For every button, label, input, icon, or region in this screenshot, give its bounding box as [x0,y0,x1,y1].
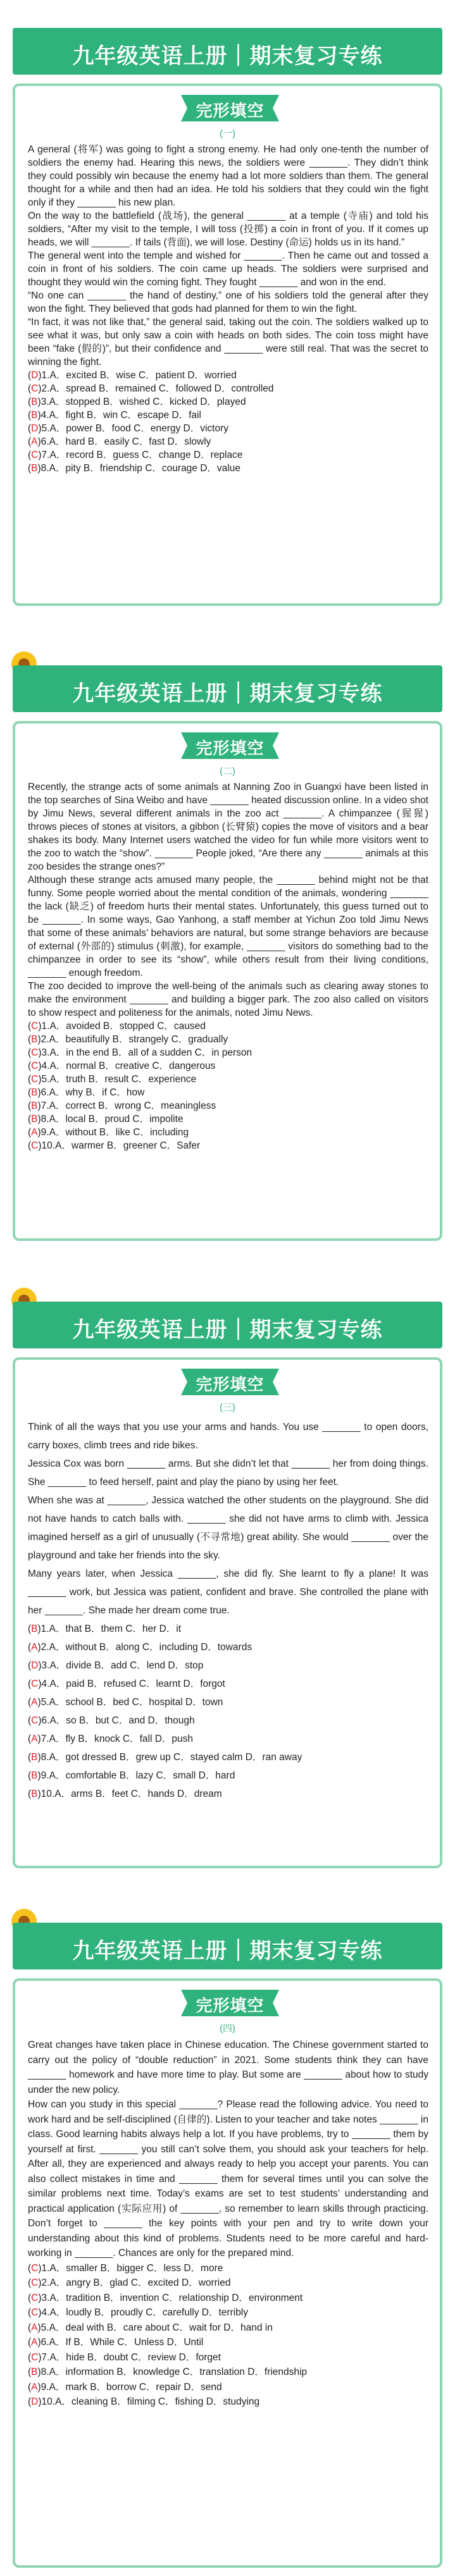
ribbon-label: 完形填空 [196,102,265,121]
question-options: )4.A．normal B．creative C．dangerous [38,1061,216,1071]
question-item: (C)7.A．record B．guess C．change D．replace [28,450,243,460]
question-options: )3.A．divide B．add C．lend D．stop [38,1660,204,1671]
question-item: (A)2.A．without B．along C．including D．towards [28,1642,252,1653]
banner-title: 九年级英语上册｜期末复习专练 [72,44,383,69]
answer-letter: C [31,1715,39,1726]
question-item: (C)4.A．loudly B．proudly C．carefully D．terribly [28,2307,249,2318]
question-item: (B)7.A．correct B．wrong C．meaningless [28,1100,216,1111]
question-item: (C)3.A．in the end B．all of a sudden C．in person [28,1047,252,1058]
answer-letter: B [31,1789,38,1799]
question-item: (A)9.A．without B．like C．including [28,1127,189,1138]
question-options: )1.A．excited B．wise C．patient D．worried [38,370,237,381]
section-banner [13,28,442,75]
answer-letter: C [31,1074,39,1085]
answer-letter: C [31,2351,39,2363]
question-options: )2.A．without B．along C．including D．towards [37,1642,252,1653]
answer-letter: A [31,1734,38,1744]
question-item: (B)6.A．why B．if C．how [28,1087,145,1098]
question-item: (D)10.A．cleaning B．filming C．fishing D．studying [28,2396,260,2407]
question-options: )8.A．got dressed B．grew up C．stayed calm D．ran away [37,1752,302,1763]
section-card [13,1357,442,1868]
question-options: )6.A．If B．While C．Unless D．Until [37,2337,204,2348]
paragraph: How can you study in this special _______? Please read the following advice. You need to work hard and be self-disciplined (自律的). Listen to your teacher and take notes _______ in class. Good learning habits always help a lot. If you have problems, try to _______ them by yourself at first. _______ you still can’t solve them, you should ask your teachers for help. After all, they are experienced and always ready to help you accept your parents. You can also collect mistakes in time and _______ them for several times until you can solve the similar problems next time. Today’s exams are set to test students’ understanding and practical application (实际应用) of _______, so remember to learn skills through practicing. Don’t forget to _______ the key points with your pen and try to write down your understanding about this kind of problems. Students need to be more careful and hard-working in _______. Chances are only for the prepared mind. [28,2099,428,2259]
answer-letter: A [31,2337,38,2348]
question-options: )9.A．mark B．borrow C．repair D．send [37,2381,222,2393]
question-item: (B)4.A．fight B．win C．escape D．fail [28,410,201,421]
section-card [13,83,442,606]
question-item: (D)5.A．power B．food C．energy D．victory [28,423,229,434]
question-item: (C)3.A．tradition B．invention C．relationship D．environment [28,2292,303,2303]
question-options: )5.A．power B．food C．energy D．victory [38,423,229,434]
question-options: )2.A．spread B．remained C．followed D．controlled [38,383,274,394]
question-options: )1.A．smaller B．bigger C．less D．more [38,2262,223,2274]
paragraph: Jessica Cox was born _______ arms. But she didn’t let that _______ her from doing things. She _______ to feed herself, paint and play the piano by using her feet. [28,1458,428,1488]
question-item: (B)8.A．pity B．friendship C．courage D．value [28,463,240,474]
ribbon-label: 完形填空 [196,1997,265,2016]
question-item: (C)4.A．paid B．refused C．learnt D．forgot [28,1679,225,1689]
question-list [28,2261,428,2410]
question-list [28,1020,428,1152]
paragraph: When she was at _______, Jessica watched the other students on the playground. She did not have hands to catch balls with. _______ she did not have arms to climb with. Jessica imagined herself as a girl of unusually (不寻常地) great ability. She would _______ over the playground and take her friends into the sky. [28,1495,428,1561]
question-options: )5.A．deal with B．care about C．wait for D．hand in [37,2322,273,2333]
answer-letter: B [31,1034,38,1045]
question-options: )3.A．in the end B．all of a sudden C．in person [38,1047,252,1058]
answer-letter: A [31,1642,38,1653]
question-item: (B)8.A．got dressed B．grew up C．stayed calm D．ran away [28,1752,302,1763]
question-item: (C)1.A．avoided B．stopped C．caused [28,1021,206,1032]
question-item: (D)1.A．excited B．wise C．patient D．worried [28,370,237,381]
question-options: )2.A．angry B．glad C．excited D．worried [38,2277,231,2288]
answer-letter: A [31,1127,38,1138]
question-options: )2.A．beautifully B．strangely C．gradually [37,1034,228,1045]
question-options: )6.A．why B．if C．how [37,1087,145,1098]
section-number: (四) [220,2023,235,2034]
section-number: (二) [220,766,235,777]
question-options: )6.A．so B．but C．and D．though [38,1715,195,1726]
section-banner [13,1302,442,1348]
question-options: )7.A．record B．guess C．change D．replace [38,450,243,460]
answer-letter: A [31,1697,38,1708]
answer-letter: A [31,436,38,447]
ribbon-label: 完形填空 [196,739,265,758]
answer-letter: B [31,1114,38,1125]
question-options: )3.A．stopped B．wished C．kicked D．played [37,397,246,407]
paragraph: The zoo decided to improve the well-being of the animals such as clearing away stones to make the environment _______ and building a bigger park. The zoo also called on visitors to show respect and politeness for the animals, noted Jimu News. [28,981,428,1018]
answer-letter: D [31,370,39,381]
answer-letter: C [31,1061,39,1071]
question-options: )4.A．loudly B．proudly C．carefully D．terribly [38,2307,249,2318]
question-item: (D)3.A．divide B．add C．lend D．stop [28,1660,204,1671]
paragraph: On the way to the battlefield (战场), the general _______ at a temple (寺庙) and told his soldiers, “After my visit to the temple, I will toss (投掷) a coin in front of you. If it comes up heads, we will _______. If tails (背面), we will lose. Destiny (命运) holds us in its hand.” [28,211,428,248]
question-item: (B)8.A．information B．knowledge C．translation D．friendship [28,2367,308,2377]
question-item: (B)10.A．arms B．feet C．hands D．dream [28,1789,222,1799]
question-options: )4.A．fight B．win C．escape D．fail [37,410,201,421]
paragraph: Many years later, when Jessica _______, she did fly. She learnt to fly a plane! It was _______ work, but Jessica was patient, confident and brave. She controlled the plane with her _______. She made her dream come true. [28,1568,428,1616]
question-options: )7.A．fly B．knock C．fall D．push [37,1734,194,1744]
answer-letter: A [31,2322,38,2333]
answer-letter: D [31,1660,39,1671]
question-item: (B)8.A．local B．proud C．impolite [28,1114,184,1125]
question-item: (B)2.A．beautifully B．strangely C．gradually [28,1034,228,1045]
question-item: (B)3.A．stopped B．wished C．kicked D．played [28,397,246,407]
answer-letter: B [31,397,38,407]
question-item: (A)6.A．If B．While C．Unless D．Until [28,2337,204,2348]
banner-title: 九年级英语上册｜期末复习专练 [72,1938,383,1964]
question-item: (C)5.A．truth B．result C．experience [28,1074,197,1085]
answer-letter: B [31,463,38,474]
question-options: )7.A．correct B．wrong C．meaningless [37,1100,216,1111]
answer-letter: D [31,423,39,434]
question-options: )1.A．that B．them C．her D．it [37,1624,182,1634]
question-item: (A)6.A．hard B．easily C．fast D．slowly [28,436,211,447]
answer-letter: B [31,1100,38,1111]
answer-letter: B [31,1770,38,1781]
answer-letter: B [31,1624,38,1634]
question-options: )4.A．paid B．refused C．learnt D．forgot [38,1679,225,1689]
question-item: (C)6.A．so B．but C．and D．though [28,1715,195,1726]
question-options: )10.A．cleaning B．filming C．fishing D．studying [38,2396,260,2407]
section-number: (一) [220,128,235,139]
question-list [28,1620,428,1803]
paragraph: “No one can _______ the hand of destiny,” one of his soldiers told the general after they won the fight. They believed that gods had planned for them to win the fight. [28,290,428,314]
section-card [13,1978,442,2568]
answer-letter: C [31,2277,39,2288]
paragraph: “In fact, it was not like that,” the general said, taking out the coin. The soldiers walked up to see what it was, but only saw a coin with heads on both sides. The coin toss might have been “fake (假的)”, but their confidence and _______ were still real. That was the secret to winning the fight. [28,317,428,367]
question-options: )9.A．comfortable B．lazy C．small D．hard [37,1770,235,1781]
answer-letter: D [31,2396,39,2407]
answer-letter: C [31,383,39,394]
question-item: (C)2.A．spread B．remained C．followed D．controlled [28,383,274,394]
banner-title: 九年级英语上册｜期末复习专练 [72,681,383,706]
question-item: (B)9.A．comfortable B．lazy C．small D．hard [28,1770,235,1781]
question-item: (C)1.A．smaller B．bigger C．less D．more [28,2262,223,2274]
answer-letter: B [31,1752,38,1763]
question-options: )8.A．local B．proud C．impolite [37,1114,184,1125]
section-banner [13,665,442,712]
answer-letter: C [31,450,39,460]
paragraph: The general went into the temple and wished for _______. Then he came out and tossed a coin in front of his soldiers. The coin came up heads. The soldiers were surprised and thought they would win the coming fight. They fought _______ and won in the end. [28,250,428,288]
section-number: (三) [220,1402,235,1413]
question-options: )5.A．school B．bed C．hospital D．town [37,1697,223,1708]
question-options: )3.A．tradition B．invention C．relationship D．environment [38,2292,303,2303]
answer-letter: C [31,2262,39,2274]
question-item: (C)7.A．hide B．doubt C．review D．forget [28,2351,221,2363]
answer-letter: C [31,2292,39,2303]
question-options: )10.A．arms B．feet C．hands D．dream [37,1789,222,1799]
question-item: (C)4.A．normal B．creative C．dangerous [28,1061,216,1071]
question-list [28,369,428,475]
question-item: (A)5.A．school B．bed C．hospital D．town [28,1697,223,1708]
answer-letter: B [31,1087,38,1098]
question-item: (C)10.A．warmer B．greener C．Safer [28,1140,201,1151]
question-item: (A)9.A．mark B．borrow C．repair D．send [28,2381,222,2393]
answer-letter: C [31,1140,39,1151]
answer-letter: A [31,2381,38,2393]
answer-letter: C [31,1021,39,1032]
question-options: )8.A．information B．knowledge C．translation D．friendship [37,2367,308,2377]
answer-letter: C [31,1679,39,1689]
answer-letter: B [31,410,38,421]
question-options: )10.A．warmer B．greener C．Safer [38,1140,201,1151]
question-item: (B)1.A．that B．them C．her D．it [28,1624,182,1634]
question-options: )6.A．hard B．easily C．fast D．slowly [37,436,211,447]
question-item: (C)2.A．angry B．glad C．excited D．worried [28,2277,231,2288]
question-options: )8.A．pity B．friendship C．courage D．value [37,463,240,474]
question-options: )5.A．truth B．result C．experience [38,1074,197,1085]
paragraph: Recently, the strange acts of some animals at Nanning Zoo in Guangxi have been listed in the top searches of Sina Weibo and have _______ heated discussion online. In a video shot by Jimu News, several different animals in the zoo act _______. A chimpanzee (猩猩) throws pieces of stones at visitors, a gibbon (长臂猿) copies the move of visitors and a bear shakes its body. Many Internet users watched the video for fun while more visitors went to the zoo to watch the “show”. _______ People joked, “Are there any _______ animals at this zoo besides the strange ones?” [28,782,428,872]
question-options: )7.A．hide B．doubt C．review D．forget [38,2351,221,2363]
question-item: (A)7.A．fly B．knock C．fall D．push [28,1734,194,1744]
question-options: )9.A．without B．like C．including [37,1127,189,1138]
paragraph: Although these strange acts amused many people, the _______ behind might not be that funny. Some people worried about the mental condition of the animals, wondering _______ the lack (缺乏) of freedom hurts their mental states. Unfortunately, this guess turned out to be _______. In some ways, Gao Yanhong, a staff member at Yichun Zoo told Jimu News that some of these animals’ behaviors are natural, but some strange behaviors are because of external (外部的) stimulus (刺激), for example, _______ visitors do something bad to the chimpanzee in order to see its “show”, while others result from their living conditions, _______ enough freedom. [28,875,428,978]
answer-letter: C [31,1047,39,1058]
answer-letter: B [31,2367,38,2377]
ribbon-label: 完形填空 [196,1376,265,1395]
question-item: (A)5.A．deal with B．care about C．wait for D．hand in [28,2322,273,2333]
answer-letter: C [31,2307,39,2318]
paragraph: Think of all the ways that you use your arms and hands. You use _______ to open doors, carry boxes, climb trees and ride bikes. [28,1422,428,1451]
paragraph: Great changes have taken place in Chinese education. The Chinese government started to carry out the policy of “double reduction” in 2021. Some students think they can have _______ homework and have more time to play. But some are _______ about how to study under the new policy. [28,2040,428,2095]
banner-title: 九年级英语上册｜期末复习专练 [72,1317,383,1343]
paragraph: A general (将军) was going to fight a strong enemy. He had only one-tenth the number of soldiers the enemy had. Hearing this news, the soldiers were _______. They didn’t think they could possibly win because the enemy had a lot more soldiers than them. The general thought for a while and then had an idea. He told his soldiers that they could win the fight only if they _______ his new plan. [28,144,428,208]
section-card [13,721,442,1241]
question-options: )1.A．avoided B．stopped C．caused [38,1021,206,1032]
section-banner [13,1923,442,1969]
